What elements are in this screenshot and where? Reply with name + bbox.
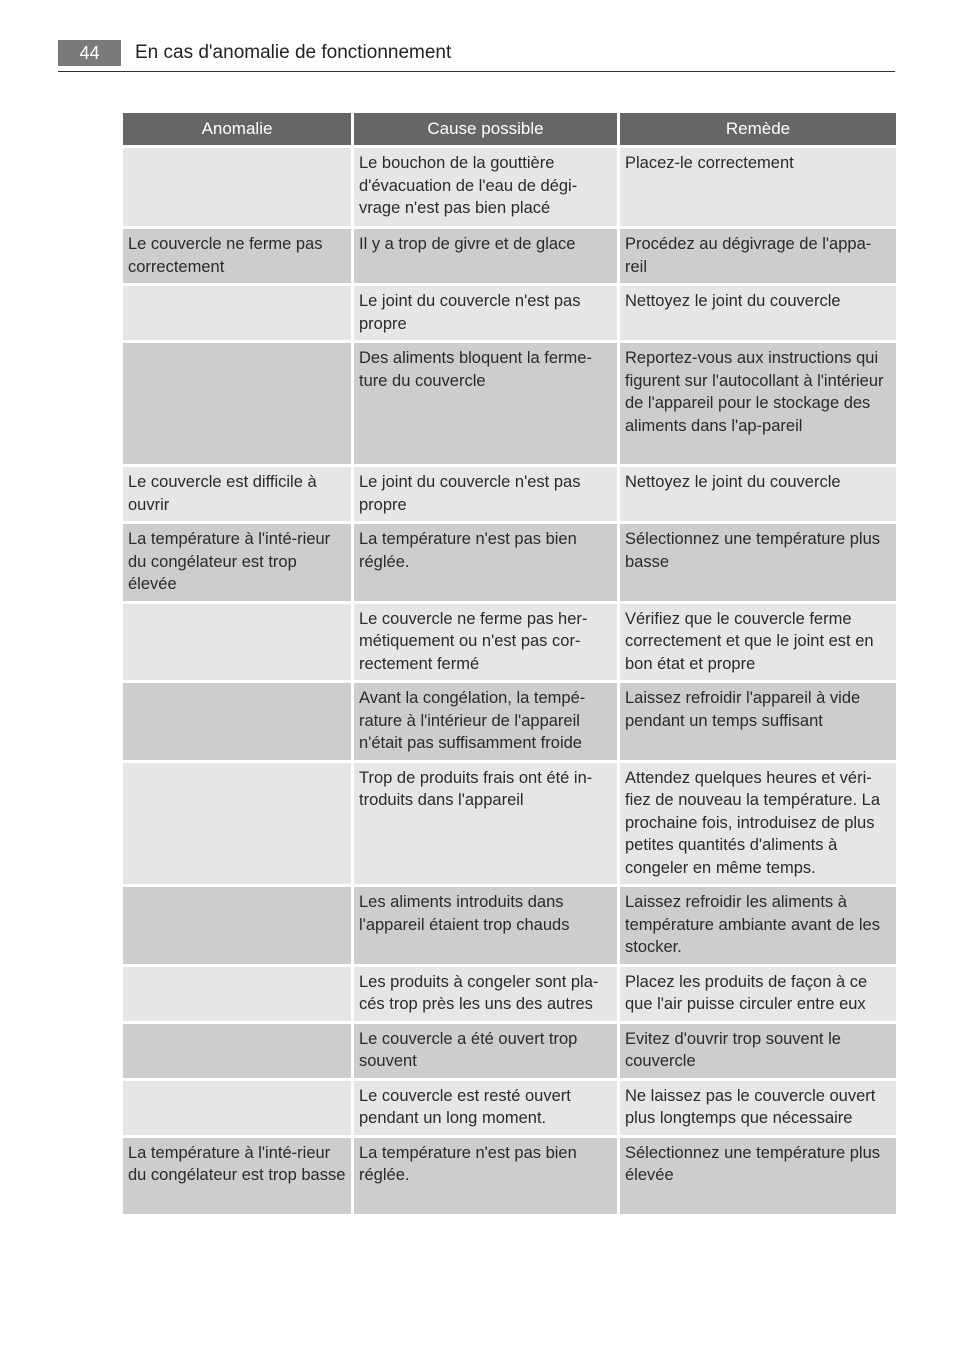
cell-remede: Laissez refroidir les aliments à température ambiante avant de les stocker. <box>620 887 896 964</box>
table-row <box>123 467 896 521</box>
page-number: 44 <box>58 40 121 66</box>
cell-anomalie: La température à l'inté-rieur du congélateur est trop élevée <box>123 524 351 601</box>
cell-anomalie <box>123 683 351 760</box>
cell-remede: Vérifiez que le couvercle ferme correctement et que le joint est en bon état et propre <box>620 604 896 681</box>
table-row <box>123 1138 896 1214</box>
cell-remede: Nettoyez le joint du couvercle <box>620 467 896 521</box>
cell-anomalie <box>123 343 351 464</box>
table-row <box>123 1024 896 1078</box>
cell-cause: Le couvercle a été ouvert trop souvent <box>354 1024 617 1078</box>
cell-cause: Le joint du couvercle n'est pas propre <box>354 286 617 340</box>
table-row <box>123 887 896 964</box>
cell-remede: Evitez d'ouvrir trop souvent le couvercle <box>620 1024 896 1078</box>
cell-anomalie <box>123 1081 351 1135</box>
cell-anomalie <box>123 763 351 885</box>
cell-anomalie <box>123 1024 351 1078</box>
cell-remede: Nettoyez le joint du couvercle <box>620 286 896 340</box>
table-row <box>123 683 896 760</box>
cell-anomalie: La température à l'inté-rieur du congélateur est trop basse <box>123 1138 351 1214</box>
table-row <box>123 286 896 340</box>
cell-cause: La température n'est pas bien réglée. <box>354 524 617 601</box>
table-row <box>123 604 896 681</box>
table-row <box>123 343 896 464</box>
cell-remede: Laissez refroidir l'appareil à vide pendant un temps suffisant <box>620 683 896 760</box>
cell-remede: Sélectionnez une température plus élevée <box>620 1138 896 1214</box>
cell-cause: Les produits à congeler sont pla-cés trop près les uns des autres <box>354 967 617 1021</box>
cell-remede: Procédez au dégivrage de l'appa-reil <box>620 229 896 283</box>
cell-anomalie <box>123 604 351 681</box>
cell-anomalie: Le couvercle ne ferme pas correctement <box>123 229 351 283</box>
cell-cause: Avant la congélation, la tempé-rature à l'intérieur de l'appareil n'était pas suffisamment froide <box>354 683 617 760</box>
column-header-remede: Remède <box>620 113 896 145</box>
cell-cause: Le joint du couvercle n'est pas propre <box>354 467 617 521</box>
cell-cause: Le couvercle est resté ouvert pendant un long moment. <box>354 1081 617 1135</box>
table-row <box>123 524 896 601</box>
cell-remede: Sélectionnez une température plus basse <box>620 524 896 601</box>
troubleshooting-table <box>120 110 899 1217</box>
cell-anomalie <box>123 286 351 340</box>
cell-remede: Reportez-vous aux instructions qui figurent sur l'autocollant à l'intérieur de l'appareil pour le stockage des aliments dans l'ap-pareil <box>620 343 896 464</box>
cell-cause: Il y a trop de givre et de glace <box>354 229 617 283</box>
cell-anomalie <box>123 148 351 226</box>
cell-cause: Le bouchon de la gouttière d'évacuation de l'eau de dégi-vrage n'est pas bien placé <box>354 148 617 226</box>
cell-cause: La température n'est pas bien réglée. <box>354 1138 617 1214</box>
cell-cause: Trop de produits frais ont été in-troduits dans l'appareil <box>354 763 617 885</box>
column-header-anomalie: Anomalie <box>123 113 351 145</box>
cell-remede: Placez les produits de façon à ce que l'air puisse circuler entre eux <box>620 967 896 1021</box>
table-header-row <box>123 113 896 145</box>
cell-cause: Le couvercle ne ferme pas her-métiquement ou n'est pas cor-rectement fermé <box>354 604 617 681</box>
cell-remede: Attendez quelques heures et véri-fiez de nouveau la température. La prochaine fois, introduisez de plus petites quantités d'aliments à congeler en même temps. <box>620 763 896 885</box>
table-row <box>123 967 896 1021</box>
table-row <box>123 229 896 283</box>
table-row <box>123 763 896 885</box>
cell-anomalie: Le couvercle est difficile à ouvrir <box>123 467 351 521</box>
column-header-cause: Cause possible <box>354 113 617 145</box>
table-row <box>123 148 896 226</box>
table-row <box>123 1081 896 1135</box>
cell-cause: Des aliments bloquent la ferme-ture du couvercle <box>354 343 617 464</box>
page-header <box>58 40 895 72</box>
section-title: En cas d'anomalie de fonctionnement <box>135 42 452 63</box>
cell-remede: Placez-le correctement <box>620 148 896 226</box>
cell-anomalie <box>123 887 351 964</box>
cell-cause: Les aliments introduits dans l'appareil étaient trop chauds <box>354 887 617 964</box>
cell-anomalie <box>123 967 351 1021</box>
cell-remede: Ne laissez pas le couvercle ouvert plus longtemps que nécessaire <box>620 1081 896 1135</box>
